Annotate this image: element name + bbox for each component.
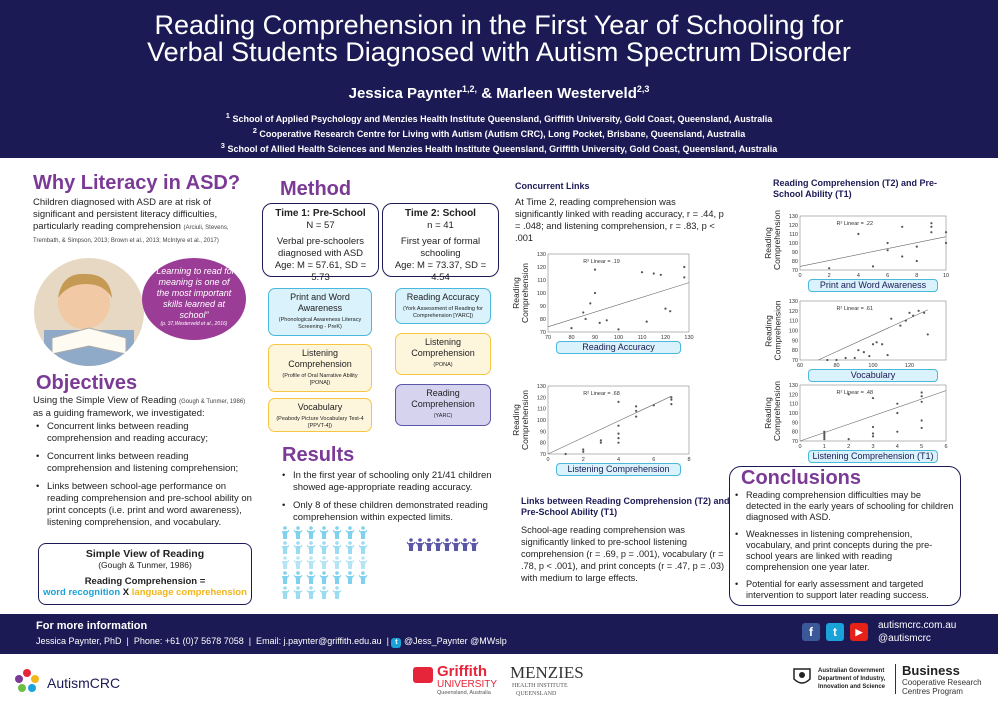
r-squared-label: R² Linear = .48 [836,390,874,396]
footer-site[interactable]: autismcrc.com.au [878,620,957,631]
child-figure-icon [294,556,302,569]
data-point [617,401,619,403]
listening-comprehension-t2-box: Listening Comprehension (PONA) [395,333,491,375]
child-figure-icon [359,541,367,554]
data-point [589,302,591,304]
child-figure-icon [333,571,341,584]
y-tick-label: 100 [788,328,798,335]
data-point [921,391,923,393]
data-point [570,327,572,329]
child-figure-icon [307,556,315,569]
x-tick-label: 5 [920,444,924,450]
facebook-icon[interactable]: f [802,623,820,641]
simple-view-box: Simple View of Reading (Gough & Tunmer, 1986) Reading Comprehension = word recognition X language comprehension [38,543,252,605]
data-point [606,319,608,321]
y-tick-label: 130 [788,383,798,389]
footer [0,614,998,654]
data-point [872,265,874,267]
scatter-plot-svg [762,210,952,288]
child-figure-icon [307,586,315,599]
x-tick-label: 130 [684,335,694,341]
data-point [927,333,929,335]
scatter-reading-accuracy [510,248,695,350]
scatter-plot-svg [762,295,952,378]
title-line-1: Reading Comprehension in the First Year of Schooling for [154,10,844,40]
data-point [835,359,837,361]
y-tick-label: 100 [788,241,798,247]
y-tick-label: 70 [791,268,798,274]
list-item: • Links between school-age performance on reading comprehension and pre-school ability on print concepts (i.e. print and word awareness), listening comprehension, and vocabulary. [36,481,254,529]
child-figure-icon [333,586,341,599]
x-axis-label: Print and Word Awareness [808,279,938,292]
r-squared-label: R² Linear = .61 [836,306,874,312]
data-point [669,310,671,312]
y-tick-label: 100 [536,418,546,424]
objectives-list [36,421,254,535]
autismcrc-logo: AutismCRC [47,675,121,691]
results-heading: Results [282,444,355,466]
data-point [872,343,874,345]
data-point [916,260,918,262]
data-point [945,231,947,233]
reading-accuracy-box: Reading Accuracy (York Assessment of Reading for Comprehension [YARC]) [395,288,491,324]
child-figure-icon [282,571,289,584]
y-tick-label: 70 [791,358,798,364]
child-figure-icon [359,556,367,569]
why-text: Children diagnosed with ASD are at risk of significant and persistent literacy difficulties, particularly reading comprehension (Arciuli, Stevens, Trembath, & Simpson, 2013; Brown et al., 2013; McIntyre et al., 2017) [33,197,229,244]
x-tick-label: 6 [944,444,948,450]
data-point [599,322,601,324]
y-tick-label: 90 [791,420,798,427]
y-tick-label: 100 [536,291,546,297]
data-point [845,357,847,359]
x-tick-label: 8 [687,457,691,463]
x-tick-label: 100 [868,363,878,369]
x-tick-label: 90 [591,335,599,341]
y-tick-label: 80 [791,348,798,355]
data-point [670,403,672,405]
y-tick-label: 90 [539,429,546,436]
y-tick-label: 100 [788,411,798,417]
child-figure-icon [470,538,478,551]
twitter-icon: t [391,638,401,648]
data-point [585,318,587,320]
child-figure-icon [359,526,367,539]
child-figure-icon [282,541,289,554]
y-tick-label: 110 [537,278,546,284]
y-tick-label: 90 [791,250,798,256]
scatter-listening-comprehension-t1 [762,379,952,459]
child-figure-icon [333,526,341,539]
data-point [908,312,910,314]
child-figure-icon [320,556,328,569]
x-tick-label: 6 [652,457,656,463]
menzies-sub-1: HEALTH INSTITUTE [512,683,568,689]
child-reading-photo [34,258,144,366]
footer-heading: For more information [36,620,148,632]
x-tick-label: 4 [856,273,860,279]
data-point [896,403,898,405]
x-tick-label: 1 [822,444,826,450]
right-column-title: Reading Comprehension (T2) and Pre-School Ability (T1) [773,178,938,199]
x-tick-label: 80 [568,335,575,341]
data-point [617,442,619,444]
data-point [945,242,947,244]
scatter-listening-comprehension-t2 [510,380,695,472]
child-figure-icon [416,538,424,551]
data-point [646,321,648,323]
y-axis-label: Reading Comprehension [763,380,782,441]
y-tick-label: 130 [536,252,546,258]
child-figure-icon [282,556,289,569]
child-figure-icon [452,538,460,551]
data-point [854,357,856,359]
r-squared-label: R² Linear = .68 [583,391,620,397]
data-point [600,442,602,444]
data-point [635,410,637,412]
author-1-affil: 1,2, [462,84,478,94]
list-item: • Weaknesses in listening comprehension, vocabulary, and print concepts during the pre-school years are linked with reading comprehension one year later. [735,529,957,573]
conclusions-list [735,490,957,607]
reading-comprehension-box: Reading Comprehension (YARC) [395,384,491,426]
child-figure-icon [434,538,442,551]
child-figure-icon [333,556,341,569]
list-item: • Concurrent links between reading comprehension and reading accuracy; [36,421,254,445]
x-axis-label: Reading Accuracy [556,341,681,354]
data-point [887,249,889,251]
data-point [582,311,584,313]
data-point [565,453,567,455]
results-list [282,470,492,530]
y-tick-label: 110 [789,401,798,408]
children-pictogram [282,526,497,602]
data-point [887,354,889,356]
data-point [872,432,874,434]
data-point [617,425,619,427]
y-tick-label: 110 [789,232,798,238]
y-tick-label: 130 [788,299,798,305]
x-tick-label: 110 [637,335,647,341]
y-tick-label: 80 [791,429,798,436]
author-2-affil: 2,3 [636,84,650,94]
x-tick-label: 80 [833,363,840,369]
data-point [901,255,903,257]
affiliation: $^1$ School of Applied Psychology and Menzies Health Institute Queensland, Griffith University, Gold Coast, Queensland, Australia [225,111,773,124]
r-squared-label: R² Linear = .22 [836,221,874,227]
y-axis-label: Reading Comprehension [511,263,530,324]
poster-title [0,12,998,66]
griffith-location: Queensland, Australia [437,690,491,696]
youtube-icon[interactable]: ▶ [850,623,868,641]
data-point [617,437,619,439]
child-figure-icon [320,541,328,554]
concurrent-text: At Time 2, reading comprehension was significantly linked with reading accuracy, r = .44, p = .048; and listening comprehension, r = .83, p < .001 [515,197,724,243]
y-tick-label: 120 [536,265,546,271]
x-tick-label: 0 [798,444,802,450]
data-point [670,399,672,401]
y-tick-label: 130 [788,214,798,220]
menzies-logo: MENZIES [510,663,584,682]
x-tick-label: 0 [798,273,802,279]
child-figure-icon [346,556,354,569]
child-figure-icon [294,541,302,554]
y-tick-label: 90 [539,304,546,310]
data-point [617,433,619,435]
child-figure-icon [294,526,302,539]
y-tick-label: 110 [789,318,798,325]
data-point [635,405,637,407]
time2-box: Time 2: School n = 41 First year of formal schooling Age: M = 73.37, SD = 4.54 [382,203,499,277]
data-point [594,292,596,294]
time1-box: Time 1: Pre-School N = 57 Verbal pre-schoolers diagnosed with ASD Age: M = 57.61, SD = 5.73 [262,203,379,277]
child-figure-icon [461,538,469,551]
data-point [899,324,901,326]
x-tick-label: 60 [796,363,804,369]
x-tick-label: 100 [613,335,624,341]
x-tick-label: 2 [827,273,831,279]
child-figure-icon [320,526,328,539]
x-tick-label: 3 [871,444,875,450]
list-item: • In the first year of schooling only 21/41 children showed age-appropriate reading accuracy. [282,470,492,494]
footer-handle[interactable]: @autismcrc [878,633,931,644]
y-tick-label: 80 [791,259,798,265]
gov-logo-text: Australian Government Department of Industry, Innovation and Science [818,668,886,690]
child-figure-icon [282,586,289,599]
data-point [872,397,874,399]
scatter-plot-svg [510,380,695,472]
y-tick-label: 80 [539,317,546,323]
data-point [848,438,850,440]
data-point [857,349,859,351]
data-point [653,272,655,274]
listening-comprehension-t1-box: Listening Comprehension (Profile of Oral Narrative Ability [PONA]) [268,344,372,392]
child-figure-icon [320,571,328,584]
method-heading: Method [280,178,352,200]
data-point [876,341,878,343]
y-tick-label: 110 [537,406,546,413]
x-tick-label: 2 [847,444,851,450]
scatter-print-word-awareness [762,210,952,288]
data-point [896,431,898,433]
links-heading: Links between Reading Comprehension (T2) and Pre-School Ability (T1) [521,496,730,517]
child-figure-icon [346,526,354,539]
data-point [901,226,903,228]
x-tick-label: 70 [544,335,552,341]
data-point [582,448,584,450]
child-figure-icon [359,571,367,584]
data-point [872,435,874,437]
y-axis-label: Reading Comprehension [763,209,782,270]
affiliations [0,110,998,155]
data-point [868,355,870,357]
data-point [826,359,828,361]
footer-contact: Jessica Paynter, PhD | Phone: +61 (0)7 5678 7058 | Email: j.paynter@griffith.edu.au | t @Jess_Paynter @MWslp [36,636,507,646]
child-figure-icon [282,526,289,539]
data-point [683,276,685,278]
data-point [683,266,685,268]
menzies-sub-2: QUEENSLAND [516,691,557,697]
author-2: Marleen Westerveld [496,85,637,102]
x-tick-label: 4 [616,457,621,463]
data-point [921,395,923,397]
child-figure-icon [346,541,354,554]
y-axis-label: Reading Comprehension [511,390,530,451]
vocabulary-box: Vocabulary (Peabody Picture Vocabulary Test-4 [PPVT-4]) [268,398,372,432]
header-banner [0,0,998,158]
r-squared-label: R² Linear = .19 [583,259,620,265]
griffith-university-text: UNIVERSITY [437,679,498,690]
why-heading: Why Literacy in ASD? [33,172,241,194]
x-tick-label: 0 [546,457,550,463]
affiliation: $^3$ School of Allied Health Sciences and Menzies Health Institute Queensland, Griffith University, Gold Coast, Queensland, Australia [220,141,778,154]
objectives-heading: Objectives [36,372,138,394]
data-point [890,318,892,320]
data-point [896,412,898,414]
data-point [660,274,662,276]
data-point [887,242,889,244]
data-point [641,271,643,273]
print-word-awareness-box: Print and Word Awareness (Phonological Awareness Literacy Screening - PreK) [268,288,372,336]
x-axis-label: Listening Comprehension [556,463,681,476]
data-point [617,328,619,330]
y-tick-label: 70 [539,330,546,336]
data-point [594,269,596,271]
data-point [863,351,865,353]
logo-divider [895,664,896,694]
data-point [921,427,923,429]
data-point [881,343,883,345]
crc-logo-title: Business [902,663,960,678]
child-figure-icon [333,541,341,554]
y-tick-label: 120 [536,395,546,402]
child-figure-icon [307,541,315,554]
data-point [582,451,584,453]
government-crest-icon [790,665,814,689]
griffith-logo: Griffith [437,663,487,680]
concurrent-heading: Concurrent Links [515,181,590,191]
x-tick-label: 8 [915,273,919,279]
x-tick-label: 4 [895,444,899,450]
author-1: Jessica Paynter [348,85,463,102]
x-tick-label: 6 [886,273,890,279]
data-point [635,416,637,418]
x-tick-label: 2 [581,457,585,463]
griffith-logo-icon [413,667,433,683]
list-item: • Concurrent links between reading comprehension and listening comprehension; [36,451,254,475]
x-tick-label: 120 [904,363,915,369]
x-tick-label: 10 [942,273,950,279]
objectives-intro: Using the Simple View of Reading (Gough & Tunmer, 1986) as a guiding framework, we investigated: [33,395,246,419]
twitter-button-icon[interactable]: t [826,623,844,641]
affiliation: $^2$ Cooperative Research Centre for Living with Autism (Autism CRC), Long Pocket, Brisbane, Queensland, Australia [252,126,746,139]
data-point [664,308,666,310]
data-point [930,222,932,224]
child-figure-icon [307,526,315,539]
y-tick-label: 120 [788,223,798,229]
data-point [916,246,918,248]
y-tick-label: 90 [791,338,798,345]
data-point [857,233,859,235]
list-item: • Potential for early assessment and targeted intervention to support later reading success. [735,579,957,601]
scatter-vocabulary [762,295,952,378]
list-item: • Only 8 of these children demonstrated reading comprehension within expected limits. [282,500,492,524]
x-axis-label: Listening Comprehension (T1) [808,450,938,463]
data-point [918,310,920,312]
y-tick-label: 120 [788,308,798,315]
autismcrc-logo-icon [14,668,40,694]
x-axis-label: Vocabulary [808,369,938,382]
quote-bubble: “Learning to read for meaning is one of the most important skills learned at school” (p. 37,Westerveld et al., 2016) [142,258,246,340]
authors [0,84,998,102]
data-point [872,426,874,428]
data-point [600,439,602,441]
twitter-handles-link[interactable]: @Jess_Paynter @MWslp [403,636,507,646]
y-tick-label: 70 [539,452,546,458]
list-item: • Reading comprehension difficulties may be detected in the early years of schooling for children diagnosed with ASD. [735,490,957,523]
scatter-plot-svg [762,379,952,459]
author-sep: & [477,85,497,102]
y-tick-label: 130 [536,384,546,390]
y-tick-label: 70 [791,439,798,445]
child-figure-icon [425,538,433,551]
title-line-2: Verbal Students Diagnosed with Autism Spectrum Disorder [147,37,851,67]
child-figure-icon [320,586,328,599]
data-point [930,226,932,228]
data-point [828,267,830,269]
data-point [930,231,932,233]
data-point [921,401,923,403]
x-tick-label: 120 [660,335,671,341]
child-figure-icon [443,538,451,551]
child-figure-icon [294,586,302,599]
y-axis-label: Reading Comprehension [763,299,782,360]
child-figure-icon [294,571,302,584]
conclusions-heading: Conclusions [741,467,862,489]
y-tick-label: 80 [539,440,546,447]
scatter-plot-svg [510,248,695,350]
crc-logo-text: Cooperative Research Centres Program [902,678,982,696]
child-figure-icon [307,571,315,584]
data-point [921,419,923,421]
child-figure-icon [407,538,415,551]
child-figure-icon [346,571,354,584]
y-tick-label: 120 [788,392,798,399]
links-text: School-age reading comprehension was significantly linked to pre-school listening comprehension (r = .69, p = .001), vocabulary (r = .78, p < .001), and print concepts (r = .47, p = .03) with medium to large effects. [521,525,725,583]
